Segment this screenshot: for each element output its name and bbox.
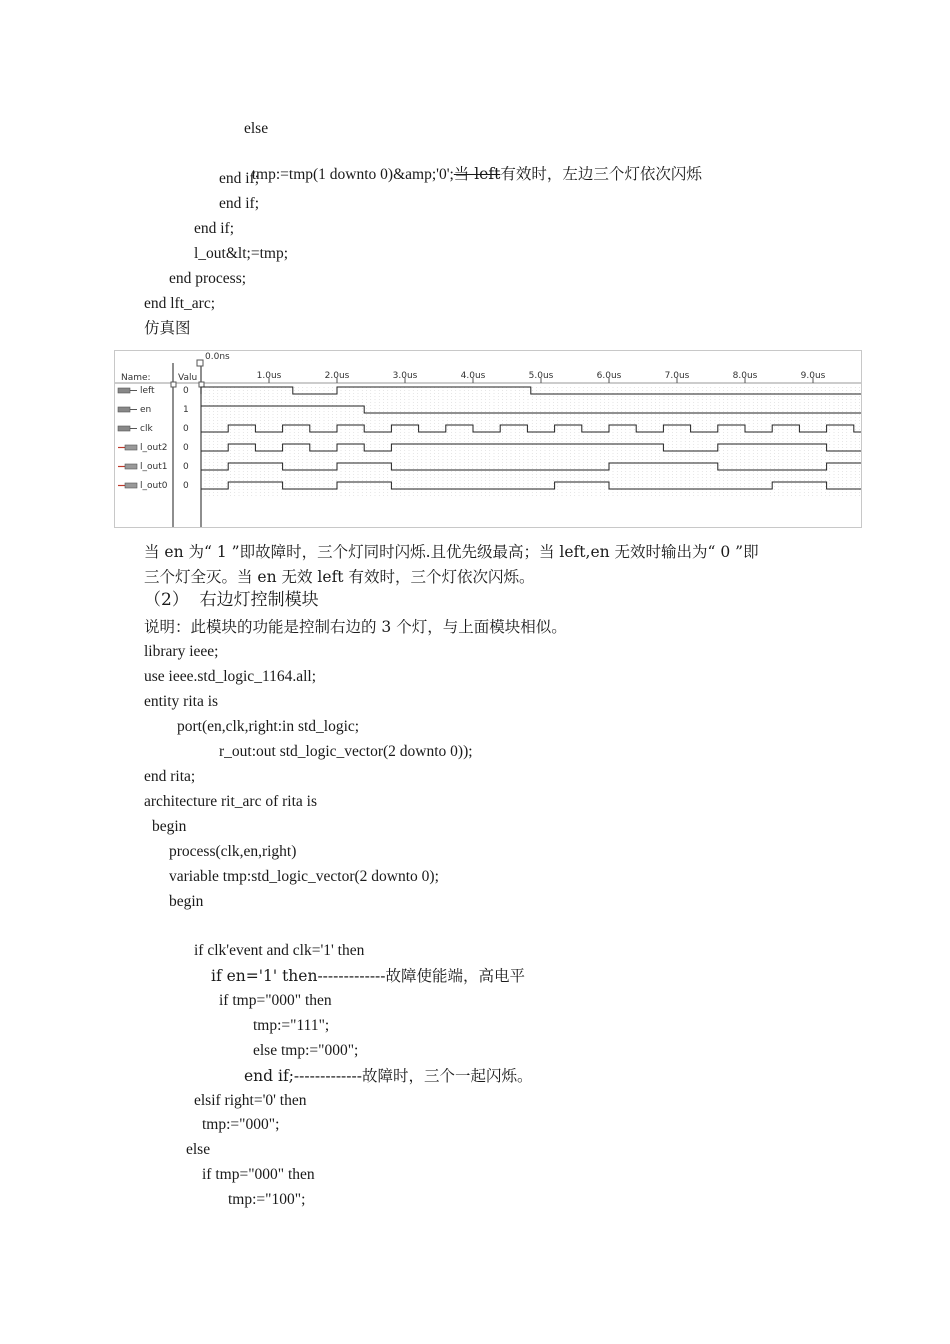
code-line: tmp:="100"; (228, 1191, 306, 1208)
waveform-figure (114, 350, 862, 528)
time-label: 7.0us (664, 371, 690, 381)
code-line: end lft_arc; (144, 295, 216, 312)
code-line: l_out&lt;=tmp; (194, 245, 288, 262)
time-label: 2.0us (324, 371, 350, 381)
input-pin-icon (118, 388, 130, 393)
code-line: port(en,clk,right:in std_logic; (177, 718, 360, 735)
time-label: 5.0us (528, 371, 554, 381)
code-line: tmp:="111"; (253, 1017, 330, 1034)
description-line: 当 en 为“ 1 ”即故障时，三个灯同时闪烁.且优先级最高；当 left,en 无效时输出为“ 0 ”即 (144, 543, 759, 561)
code-line: end if; (219, 170, 260, 187)
time-label: 6.0us (596, 371, 622, 381)
time-label: 9.0us (800, 371, 826, 381)
time-label: 8.0us (732, 371, 758, 381)
code-line: architecture rit_arc of rita is (144, 793, 317, 810)
code-line: else (244, 120, 269, 137)
signal-value: 0 (183, 443, 189, 453)
signal-name: l_out2 (140, 443, 168, 453)
code-line: if en='1' then-------------故障使能端，高电平 (211, 967, 526, 985)
code-line: process(clk,en,right) (169, 843, 297, 860)
signal-name: l_out1 (140, 462, 168, 472)
signal-name: left (140, 386, 155, 396)
signal-name: clk (140, 424, 153, 434)
code-line: if clk'event and clk='1' then (194, 942, 365, 959)
code-line: else tmp:="000"; (253, 1042, 359, 1059)
code-line: begin (152, 818, 187, 835)
code-line: library ieee; (144, 643, 219, 660)
input-pin-icon (118, 426, 130, 431)
code-line: r_out:out std_logic_vector(2 downto 0)); (219, 743, 473, 760)
code-line: end if; (194, 220, 235, 237)
code-line: end process; (169, 270, 247, 287)
code-line: begin (169, 893, 204, 910)
description-line: 三个灯全灭。当 en 无效 left 有效时，三个灯依次闪烁。 (144, 568, 535, 586)
time-label: 3.0us (392, 371, 418, 381)
code-line: variable tmp:std_logic_vector(2 downto 0); (169, 868, 439, 885)
time-label: 1.0us (256, 371, 282, 381)
code-line: entity rita is (144, 693, 219, 710)
code-comment: 有效时，左边三个灯依次闪烁 (500, 165, 702, 183)
value-header: Valu (178, 373, 198, 383)
cursor-handle (171, 382, 176, 387)
code-line (244, 144, 702, 185)
code-line: end if; (219, 195, 260, 212)
section-heading: （2） 右边灯控制模块 (144, 590, 319, 610)
code-line: if tmp="000" then (202, 1166, 315, 1183)
signal-value: 0 (183, 424, 189, 434)
output-pin-icon (125, 464, 137, 469)
signal-name: en (140, 405, 152, 415)
waveform-canvas (115, 351, 863, 529)
signal-value: 1 (183, 405, 189, 415)
code-line: if tmp="000" then (219, 992, 332, 1009)
signal-value: 0 (183, 386, 189, 396)
cursor-handle (197, 360, 203, 366)
signal-value: 0 (183, 462, 189, 472)
signal-value: 0 (183, 481, 189, 491)
cursor-handle (199, 382, 204, 387)
struck-comment: 当 left (453, 165, 501, 183)
time-label: 4.0us (460, 371, 486, 381)
code-line: tmp:="000"; (202, 1116, 280, 1133)
code-line: end rita; (144, 768, 196, 785)
code-text: tmp:=tmp(1 downto 0)&amp;'0'; (251, 166, 454, 183)
section-note: 说明：此模块的功能是控制右边的 3 个灯，与上面模块相似。 (144, 618, 567, 636)
code-line: else (186, 1141, 211, 1158)
output-pin-icon (125, 445, 137, 450)
code-line: end if;-------------故障时，三个一起闪烁。 (244, 1067, 533, 1085)
sim-heading: 仿真图 (144, 319, 191, 337)
code-line: use ieee.std_logic_1164.all; (144, 668, 317, 685)
signal-name: l_out0 (140, 481, 168, 491)
name-header: Name: (121, 373, 151, 383)
code-line: elsif right='0' then (194, 1092, 307, 1109)
output-pin-icon (125, 483, 137, 488)
cursor-time-label: 0.0ns (205, 352, 230, 362)
input-pin-icon (118, 407, 130, 412)
